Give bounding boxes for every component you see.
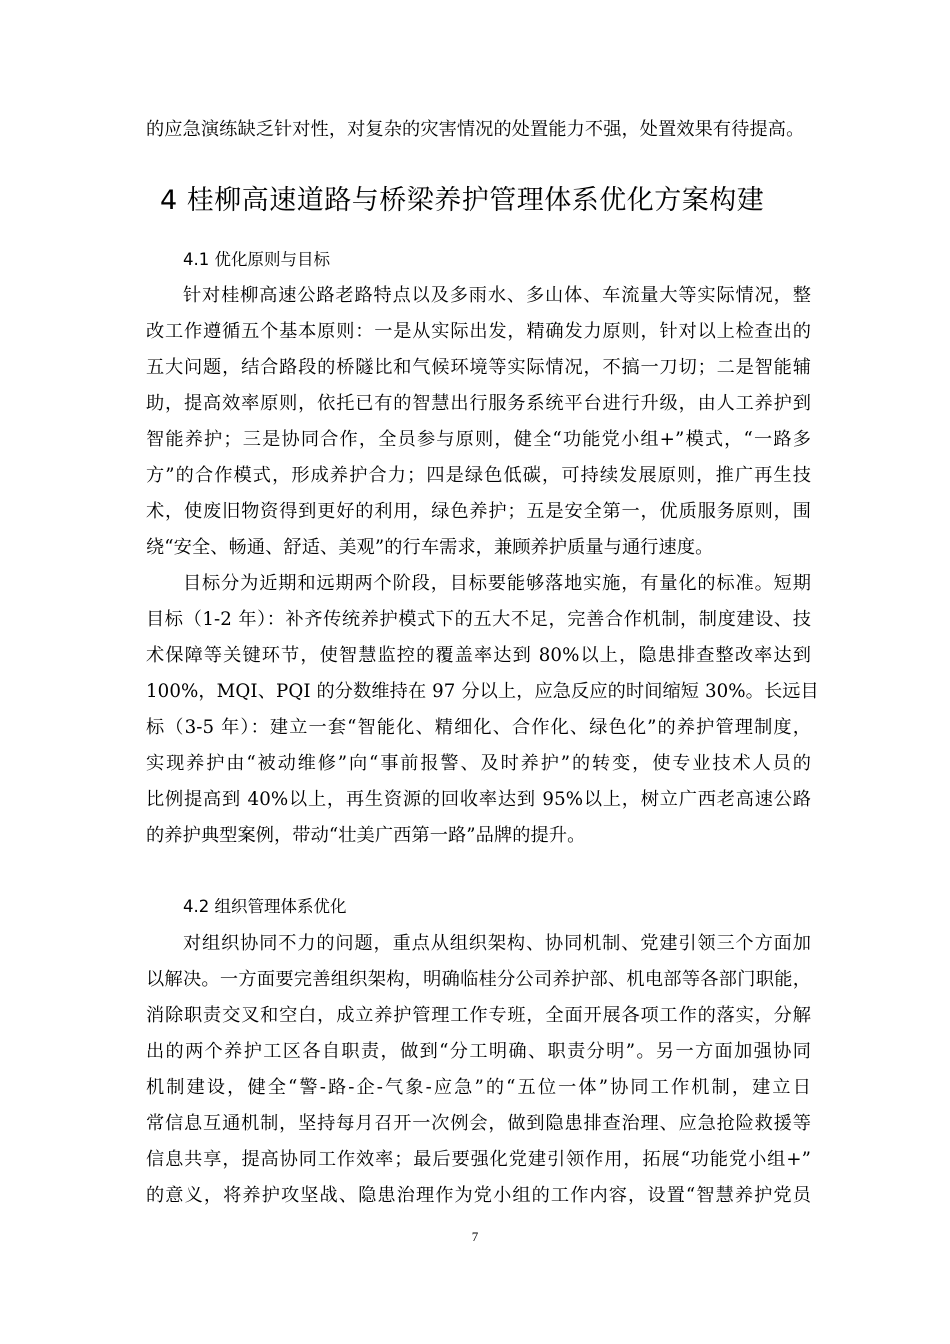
- paragraph-line: 针对桂柳高速公路老路特点以及多雨水、多山体、车流量大等实际情况，整: [183, 285, 811, 306]
- chapter-title: 4 桂柳高速道路与桥梁养护管理体系优化方案构建: [160, 185, 765, 216]
- paragraph-line: 比例提高到 40%以上，再生资源的回收率达到 95%以上，树立广西老高速公路: [146, 789, 811, 810]
- section-title-4-1: 4.1 优化原则与目标: [183, 250, 330, 269]
- paragraph-line: 五大问题，结合路段的桥隧比和气候环境等实际情况，不搞一刀切；二是智能辅: [146, 357, 811, 378]
- paragraph-line: 的意义，将养护攻坚战、隐患治理作为党小组的工作内容，设置“智慧养护党员: [146, 1185, 811, 1206]
- paragraph-line: 智能养护；三是协同合作，全员参与原则，健全“功能党小组+”模式，“一路多: [146, 429, 811, 450]
- paragraph-line: 的养护典型案例，带动“壮美广西第一路”品牌的提升。: [146, 825, 586, 846]
- paragraph-line: 术保障等关键环节，使智慧监控的覆盖率达到 80%以上，隐患排查整改率达到: [146, 645, 811, 666]
- paragraph-line: 信息共享，提高协同工作效率；最后要强化党建引领作用，拓展“功能党小组+”: [146, 1149, 811, 1170]
- paragraph-line: 实现养护由“被动维修”向“事前报警、及时养护”的转变，使专业技术人员的: [146, 753, 811, 774]
- paragraph-line: 常信息互通机制，坚持每月召开一次例会，做到隐患排查治理、应急抢险救援等: [146, 1113, 811, 1134]
- paragraph-line: 出的两个养护工区各自职责，做到“分工明确、职责分明”。另一方面加强协同: [146, 1041, 811, 1062]
- paragraph-line: 助，提高效率原则，依托已有的智慧出行服务系统平台进行升级，由人工养护到: [146, 393, 811, 414]
- paragraph-line: 目标分为近期和远期两个阶段，目标要能够落地实施，有量化的标准。短期: [183, 573, 811, 594]
- paragraph-line: 对组织协同不力的问题，重点从组织架构、协同机制、党建引领三个方面加: [183, 933, 811, 954]
- paragraph-line: 术，使废旧物资得到更好的利用，绿色养护；五是安全第一，优质服务原则，围: [146, 501, 811, 522]
- paragraph-line: 100%，MQI、PQI 的分数维持在 97 分以上，应急反应的时间缩短 30%。长远目: [146, 681, 819, 702]
- paragraph-line: 改工作遵循五个基本原则：一是从实际出发，精确发力原则，针对以上检查出的: [146, 321, 811, 342]
- paragraph-line: 消除职责交叉和空白，成立养护管理工作专班，全面开展各项工作的落实，分解: [146, 1005, 811, 1026]
- continuation-line: 的应急演练缺乏针对性，对复杂的灾害情况的处置能力不强，处置效果有待提高。: [146, 119, 805, 140]
- paragraph-line: 方”的合作模式，形成养护合力；四是绿色低碳，可持续发展原则，推广再生技: [146, 465, 811, 486]
- paragraph-line: 机制建设，健全“警-路-企-气象-应急”的“五位一体”协同工作机制，建立日: [146, 1077, 811, 1098]
- page-number: 7: [471, 1229, 479, 1244]
- section-title-4-2: 4.2 组织管理体系优化: [183, 897, 347, 916]
- paragraph-line: 目标（1-2 年）：补齐传统养护模式下的五大不足，完善合作机制，制度建设、技: [146, 609, 811, 630]
- paragraph-line: 标（3-5 年）：建立一套“智能化、精细化、合作化、绿色化”的养护管理制度，: [146, 717, 811, 738]
- paragraph-line: 以解决。一方面要完善组织架构，明确临桂分公司养护部、机电部等各部门职能，: [146, 969, 811, 990]
- paragraph-line: 绕“安全、畅通、舒适、美观”的行车需求，兼顾养护质量与通行速度。: [146, 537, 714, 558]
